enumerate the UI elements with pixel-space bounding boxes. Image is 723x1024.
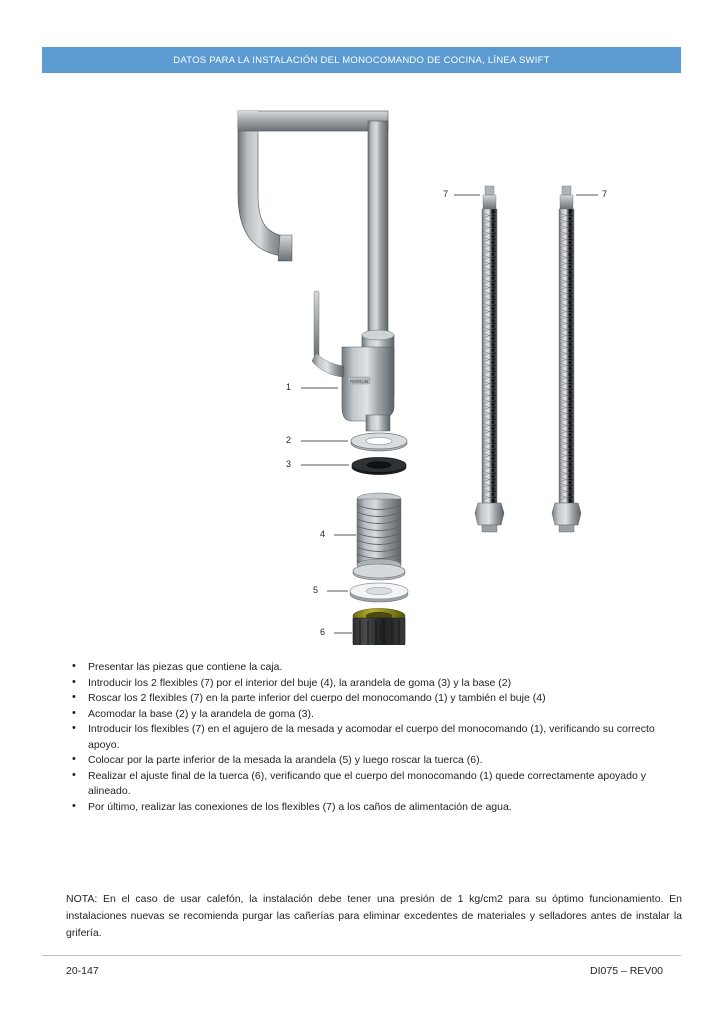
callout-7-right: 7 <box>602 189 608 199</box>
list-item: • Por último, realizar las conexiones de los flexibles (7) a los caños de alimentación de agua. <box>66 800 666 816</box>
svg-text:FERRUM: FERRUM <box>349 379 369 384</box>
footer-code-right: DI075 – REV00 <box>590 965 663 977</box>
note-paragraph: NOTA: En el caso de usar calefón, la instalación debe tener una presión de 1 kg/cm2 para su óptimo funcionamiento. En instalaciones nuevas se recomienda purgar las cañerías para eliminar excedentes de materiales y selladores antes de instalar la grifería. <box>66 892 682 939</box>
callout-6: 6 <box>320 627 326 637</box>
list-item: • Introducir los flexibles (7) en el agujero de la mesada y acomodar el cuerpo del monocomando (1), verificando su correcto apoyo. <box>66 722 666 753</box>
list-item: • Acomodar la base (2) y la arandela de goma (3). <box>66 707 666 723</box>
callout-4: 4 <box>320 529 326 539</box>
footer-code-left: 20-147 <box>66 965 99 977</box>
callout-1: 1 <box>286 382 292 392</box>
header-banner <box>42 47 681 73</box>
instruction-list <box>66 660 666 815</box>
callout-3: 3 <box>286 459 292 469</box>
list-item: • Roscar los 2 flexibles (7) en la parte inferior del cuerpo del monocomando (1) y también el buje (4) <box>66 691 666 707</box>
exploded-view-figure <box>42 85 681 645</box>
callout-7-left: 7 <box>443 189 449 199</box>
list-item: • Realizar el ajuste final de la tuerca (6), verificando que el cuerpo del monocomando (1) quede correctamente apoyado y alineado. <box>66 769 666 800</box>
callout-5: 5 <box>313 585 319 595</box>
page-title: DATOS PARA LA INSTALACIÓN DEL MONOCOMANDO DE COCINA, LÍNEA SWIFT <box>173 54 550 66</box>
list-item: • Colocar por la parte inferior de la mesada la arandela (5) y luego roscar la tuerca (6). <box>66 753 666 769</box>
callout-2: 2 <box>286 435 292 445</box>
footer-divider <box>42 955 681 956</box>
list-item: • Presentar las piezas que contiene la caja. <box>66 660 666 676</box>
list-item: • Introducir los 2 flexibles (7) por el interior del buje (4), la arandela de goma (3) y la base (2) <box>66 676 666 692</box>
faucet-illustration <box>42 85 681 645</box>
